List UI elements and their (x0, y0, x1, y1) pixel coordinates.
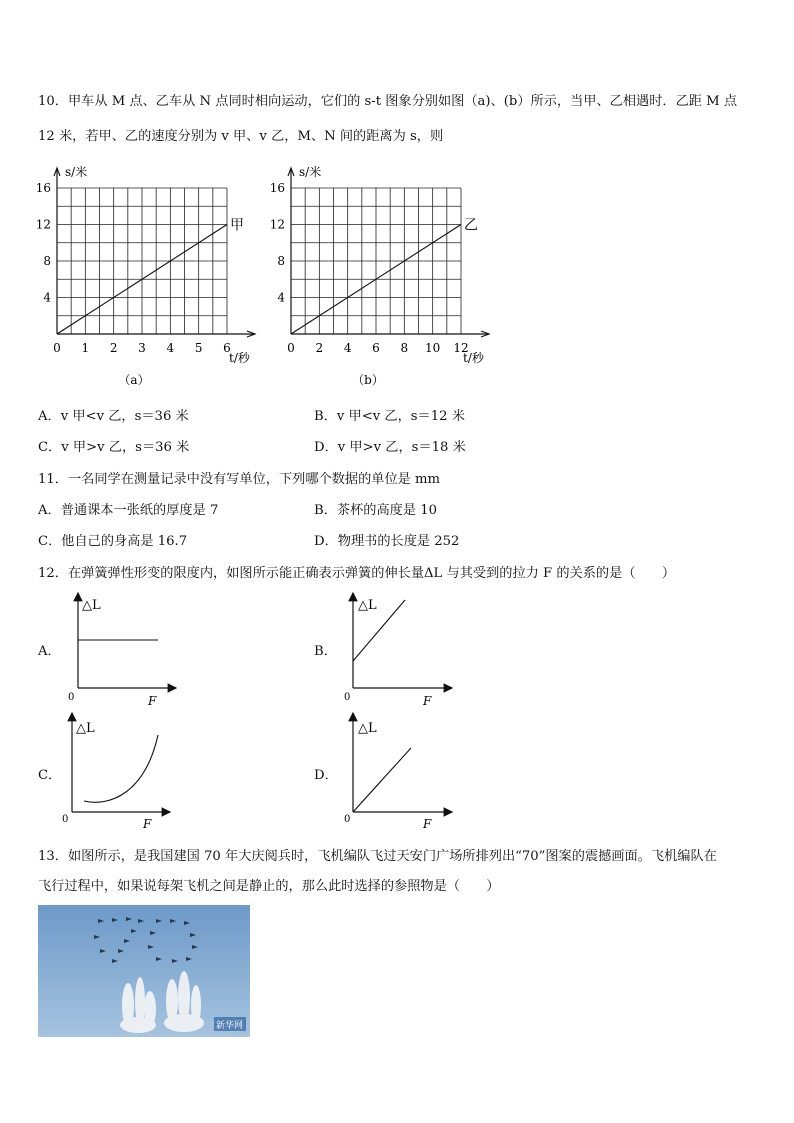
x-tick-label: 0 (53, 341, 61, 355)
q10-graphs (0, 0, 794, 400)
q12-b-origin: 0 (344, 692, 351, 703)
x-tick-label: 2 (315, 341, 324, 355)
q12-a-xlabel: F (148, 694, 157, 708)
x-tick-label: 12 (453, 341, 469, 355)
q12-a-origin: 0 (68, 692, 75, 703)
planes-formation (94, 917, 198, 963)
q10-stem-line1: 10．甲车从 M 点、乙车从 N 点同时相向运动，它们的 s-t 图象分别如图（a)、(b）所示，当甲、乙相遇时．乙距 M 点 (38, 94, 738, 109)
q12-graph-c (62, 713, 170, 831)
x-tick-label: 6 (223, 341, 231, 355)
x-tick-label: 8 (400, 341, 409, 355)
graph-b (270, 164, 489, 387)
x-tick-label: 4 (166, 341, 175, 355)
y-tick-label: 12 (269, 217, 285, 232)
q12-d-xlabel: F (423, 817, 432, 831)
q12-c-origin: 0 (62, 814, 69, 825)
q13-stem-line2: 飞行过程中，如果说每架飞机之间是静止的，那么此时选择的参照物是（ ） (38, 879, 500, 894)
graph-a (36, 164, 255, 387)
q12-b-ylabel: △L (358, 598, 377, 613)
q12-option-d-label[interactable]: D． (314, 768, 338, 783)
q12-stem: 12．在弹簧弹性形变的限度内，如图所示能正确表示弹簧的伸长量ΔL 与其受到的拉力 F 的关系的是（ ） (38, 566, 676, 581)
q13-stem-line1: 13．如图所示，是我国建国 70 年大庆阅兵时，飞机编队飞过天安门广场所排列出“70”图案的震撼画面。飞机编队在 (38, 849, 717, 864)
q11-stem: 11．一名同学在测量记录中没有写单位，下列哪个数据的单位是 mm (38, 472, 441, 487)
x-tick-label: 2 (109, 341, 118, 355)
q12-a-ylabel: △L (82, 598, 101, 613)
y-tick-label: 16 (35, 181, 51, 195)
y-tick-label: 8 (277, 254, 285, 268)
q12-d-line (353, 748, 411, 812)
q12-c-curve (84, 735, 158, 802)
graph-caption-b: （b） (352, 373, 384, 387)
q12-option-a-label[interactable]: A． (38, 644, 61, 659)
series-label-b: 乙 (464, 217, 478, 234)
q11-option-c[interactable]: C．他自己的身高是 16.7 (38, 534, 188, 549)
q10-option-a[interactable]: A．v 甲<v 乙，s＝36 米 (38, 409, 189, 424)
q12-option-c-label[interactable]: C． (38, 768, 62, 783)
q12-c-ylabel: △L (76, 721, 95, 736)
x-tick-label: 10 (425, 341, 441, 355)
q12-graph-a (68, 593, 176, 708)
x-tick-label: 5 (194, 341, 203, 355)
q11-option-b[interactable]: B．茶杯的高度是 10 (314, 503, 437, 518)
smoke-trails (120, 971, 204, 1033)
q12-graph-d (344, 713, 452, 831)
parade-photo (38, 905, 250, 1037)
q12-d-ylabel: △L (358, 721, 377, 736)
q12-c-xlabel: F (143, 817, 152, 831)
y-tick-label: 16 (269, 181, 285, 195)
x-tick-label: 1 (81, 341, 90, 355)
series-label-a: 甲 (230, 217, 244, 234)
q10-option-d[interactable]: D．v 甲>v 乙，s＝18 米 (314, 440, 466, 455)
q10-option-b[interactable]: B．v 甲<v 乙，s＝12 米 (314, 409, 465, 424)
q12-option-b-label[interactable]: B． (314, 644, 337, 659)
q12-b-xlabel: F (423, 694, 432, 708)
parade-photo-art (38, 905, 250, 1037)
q10-stem-line2: 12 米，若甲、乙的速度分别为 v 甲、v 乙，M、N 间的距离为 s，则 (38, 129, 444, 144)
y-tick-label: 4 (277, 290, 285, 305)
photo-watermark: 新华网 (216, 1021, 244, 1031)
x-axis-label: t/秒 (463, 351, 484, 365)
x-axis-label: t/秒 (229, 351, 250, 365)
x-tick-label: 3 (138, 341, 146, 355)
q11-option-d[interactable]: D．物理书的长度是 252 (314, 534, 460, 549)
y-tick-label: 8 (43, 254, 51, 268)
y-axis-label: s/米 (299, 165, 322, 179)
q12-graph-b (344, 593, 452, 708)
x-tick-label: 4 (343, 341, 352, 355)
q12-graphs (0, 585, 794, 835)
y-tick-label: 12 (35, 217, 51, 232)
y-axis-label: s/米 (65, 165, 88, 179)
graph-caption-a: （a） (118, 373, 150, 387)
x-tick-label: 0 (287, 341, 295, 355)
q12-d-origin: 0 (344, 814, 351, 825)
q10-option-c[interactable]: C．v 甲>v 乙，s＝36 米 (38, 440, 190, 455)
q11-option-a[interactable]: A．普通课本一张纸的厚度是 7 (38, 503, 219, 518)
y-tick-label: 4 (43, 290, 51, 305)
x-tick-label: 6 (372, 341, 380, 355)
